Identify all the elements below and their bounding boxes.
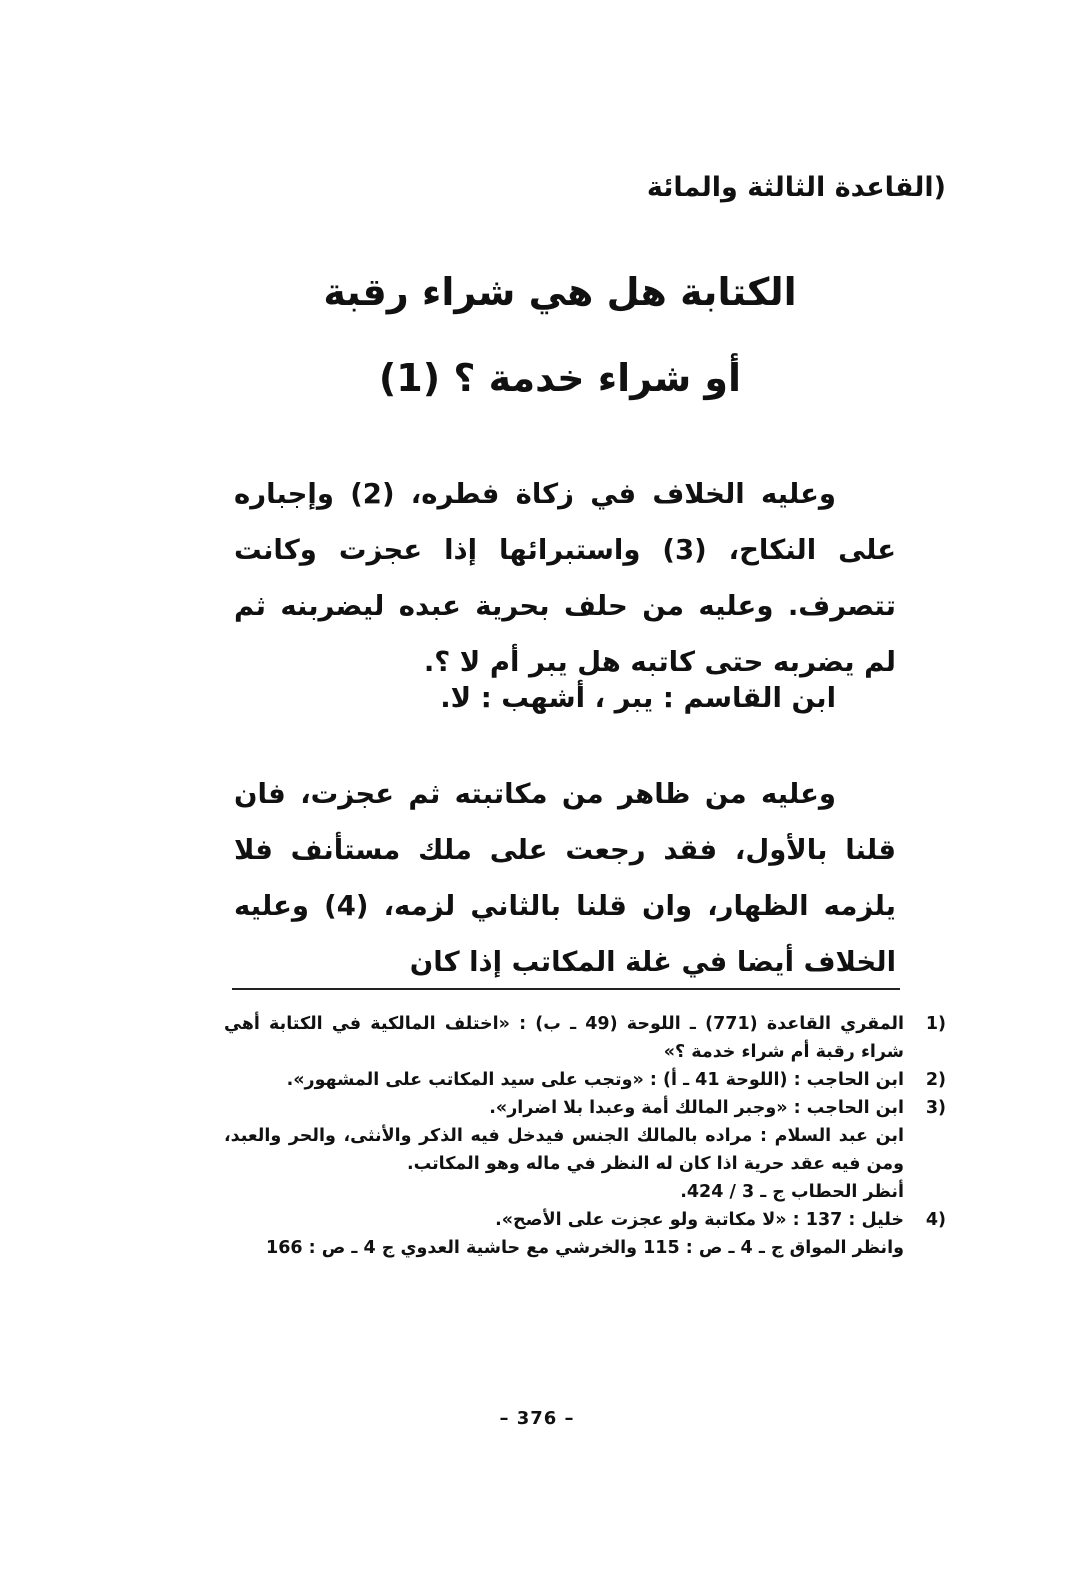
footnote xyxy=(224,1178,904,1206)
footnote-text: وانظر المواق ج ـ 4 ـ ص : 115 والخرشي مع حاشية العدوي ج 4 ـ ص : 166 xyxy=(266,1238,904,1258)
footnotes xyxy=(224,1010,946,1262)
chapter-title-line-2: أو شراء خدمة ؟ (1) xyxy=(378,356,742,400)
footnote-number: 4) xyxy=(925,1210,946,1230)
footnote-text: ابن الحاجب : «وجبر المالك أمة وعبدا بلا اضرار». xyxy=(489,1098,904,1118)
section-label: (القاعدة الثالثة والمائة xyxy=(646,172,946,203)
body-paragraph-2-text: ابن القاسم : يبر ، أشهب : لا. xyxy=(440,682,836,714)
footnote-text: ابن عبد السلام : مراده بالمالك الجنس فيدخل فيه الذكر والأنثى، والحر والعبد، ومن فيه عقد حرية اذا كان له النظر في ماله وهو المكاتب. xyxy=(224,1126,904,1174)
body-paragraph-1-text: وعليه الخلاف في زكاة فطره، (2) وإجباره على النكاح، (3) واستبرائها إذا عجزت وكانت تتصرف. وعليه من حلف بحرية عبده ليضربنه ثم لم يضربه حتى كاتبه هل يبر أم لا ؟. xyxy=(234,478,896,678)
footnote xyxy=(224,1010,946,1066)
page-number: – 376 – xyxy=(499,1408,575,1429)
body-paragraph-2 xyxy=(234,670,896,726)
footnote xyxy=(224,1206,946,1234)
footnote-number: 1) xyxy=(925,1014,946,1034)
footnote-divider xyxy=(232,988,900,990)
footnote-text: أنظر الحطاب ج ـ 3 / 424. xyxy=(680,1182,904,1202)
footnote-text: خليل : 137 : «لا مكاتبة ولو عجزت على الأصح». xyxy=(495,1210,904,1230)
footnote xyxy=(224,1066,946,1094)
footnote xyxy=(224,1094,946,1122)
chapter-title-line-1: الكتابة هل هي شراء رقبة xyxy=(323,270,797,314)
footnote-number: 2) xyxy=(925,1070,946,1090)
footnote-text: ابن الحاجب : (اللوحة 41 ـ أ) : «وتجب على سيد المكاتب على المشهور». xyxy=(286,1070,904,1090)
footnote-text: المقري القاعدة (771) ـ اللوحة (49 ـ ب) : «اختلف المالكية في الكتابة أهي شراء رقبة أم شراء خدمة ؟» xyxy=(224,1014,904,1062)
footnote xyxy=(224,1234,904,1262)
body-paragraph-3-text: وعليه من ظاهر من مكاتبته ثم عجزت، فان قلنا بالأول، فقد رجعت على ملك مستأنف فلا يلزمه الظهار، وان قلنا بالثاني لزمه، (4) وعليه الخلاف أيضا في غلة المكاتب إذا كان xyxy=(234,778,896,978)
footnote-number: 3) xyxy=(925,1098,946,1118)
body-paragraph-3 xyxy=(234,766,896,990)
footnote xyxy=(224,1122,904,1178)
body-paragraph-1 xyxy=(234,466,896,690)
